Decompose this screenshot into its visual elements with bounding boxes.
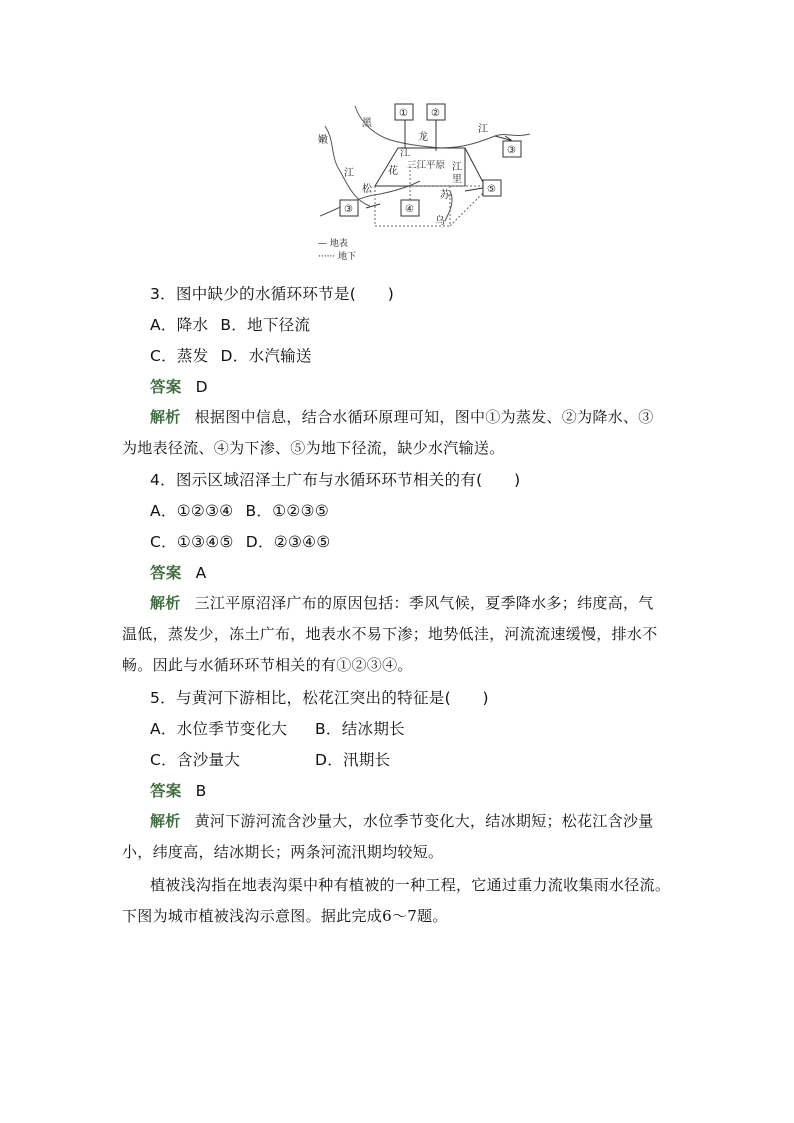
q5-exp-text-1: 黄河下游河流含沙量大，水位季节变化大，结冰期短；松花江含沙量	[194, 812, 654, 830]
box-4-label: ④	[405, 204, 414, 215]
explanation-label: 解析	[150, 408, 181, 426]
label-hei: 黑	[362, 118, 372, 129]
q5-option-a[interactable]: A．水位季节变化大	[150, 720, 288, 738]
label-jiang-right: 江	[452, 162, 462, 173]
q3-answer-value: D	[195, 378, 208, 396]
label-jiang-mid: 江	[400, 148, 410, 159]
box-3-right-label: ③	[507, 145, 516, 156]
q4-explanation-line-1	[150, 592, 654, 613]
answer-label: 答案	[150, 378, 182, 396]
q5-stem: 5．与黄河下游相比，松花江突出的特征是( )	[150, 689, 489, 707]
legend-underground: ······ 地下	[318, 252, 357, 262]
label-song: 松	[362, 184, 372, 195]
explanation-label: 解析	[150, 594, 181, 612]
q4-option-d[interactable]: D．②③④⑤	[245, 533, 331, 551]
label-sanjiang: 三江平原	[407, 160, 446, 171]
q3-option-c[interactable]: C．蒸发	[150, 347, 209, 365]
q4-options-ab	[150, 499, 329, 521]
q3-option-b[interactable]: B．地下径流	[220, 316, 311, 334]
q4-option-c[interactable]: C．①③④⑤	[150, 533, 234, 551]
q3-option-d[interactable]: D．水汽输送	[220, 347, 312, 365]
label-li: 里	[452, 174, 462, 185]
label-jiang-top: 江	[478, 124, 488, 135]
q4-options-cd	[150, 530, 331, 552]
q3-options-cd	[150, 344, 312, 366]
q4-stem: 4．图示区域沼泽土广布与水循环环节相关的有( )	[150, 471, 521, 489]
q4-explanation-line-2: 温低，蒸发少，冻土广布，地表水不易下渗；地势低洼，河流流速缓慢，排水不	[122, 625, 658, 643]
q5-answer	[150, 779, 207, 801]
q5-options-ab	[150, 717, 405, 739]
intro-line-2: 下图为城市植被浅沟示意图。据此完成6～7题。	[122, 907, 448, 925]
box-5-label: ⑤	[487, 184, 496, 195]
q3-exp-text-1: 根据图中信息，结合水循环原理可知，图中①为蒸发、②为降水、③	[194, 408, 654, 426]
q5-explanation-line-1	[150, 810, 654, 831]
q4-explanation-line-3: 畅。因此与水循环环节相关的有①②③④。	[122, 656, 413, 674]
q4-option-a[interactable]: A．①②③④	[150, 502, 234, 520]
q5-option-b[interactable]: B．结冰期长	[315, 720, 405, 738]
arrow-runoff-left	[366, 204, 380, 208]
q5-options-cd	[150, 748, 391, 770]
label-jiang-left: 江	[344, 168, 354, 179]
arrow-ground	[465, 188, 483, 191]
box-1-label: ①	[399, 108, 408, 119]
label-hua: 花	[388, 166, 398, 177]
answer-label: 答案	[150, 564, 182, 582]
q4-exp-text-1: 三江平原沼泽广布的原因包括：季风气候，夏季降水多；纬度高，气	[194, 594, 654, 612]
label-nen: 嫩	[318, 135, 328, 146]
box-2-label: ②	[431, 108, 440, 119]
q3-explanation-line-1	[150, 406, 654, 427]
q5-answer-value: B	[195, 782, 207, 800]
diagram-svg	[300, 96, 540, 266]
q5-explanation-line-2: 小，纬度高，结冰期长；两条河流汛期均较短。	[122, 843, 444, 861]
dash-3	[450, 191, 485, 226]
explanation-label: 解析	[150, 812, 181, 830]
box-edge	[465, 148, 485, 186]
q5-option-d[interactable]: D．汛期长	[315, 751, 391, 769]
answer-label: 答案	[150, 782, 182, 800]
legend-surface: — 地表	[318, 239, 348, 249]
q3-answer	[150, 375, 208, 397]
q4-answer-value: A	[195, 564, 207, 582]
box-3-left-label: ③	[344, 204, 353, 215]
q3-options-ab	[150, 313, 310, 335]
q3-option-a[interactable]: A．降水	[150, 316, 209, 334]
label-long: 龙	[418, 132, 428, 143]
q4-answer	[150, 561, 207, 583]
label-wu: 乌	[435, 216, 445, 227]
water-cycle-diagram	[300, 96, 540, 266]
q4-option-b[interactable]: B．①②③⑤	[245, 502, 330, 520]
label-su: 苏	[440, 190, 450, 201]
q3-explanation-line-2: 为地表径流、④为下渗、⑤为地下径流，缺少水汽输送。	[122, 439, 505, 457]
q3-stem: 3．图中缺少的水循环环节是( )	[150, 285, 395, 303]
q5-option-c[interactable]: C．含沙量大	[150, 751, 241, 769]
intro-line-1: 植被浅沟指在地表沟渠中种有植被的一种工程，它通过重力流收集雨水径流。	[150, 876, 671, 894]
